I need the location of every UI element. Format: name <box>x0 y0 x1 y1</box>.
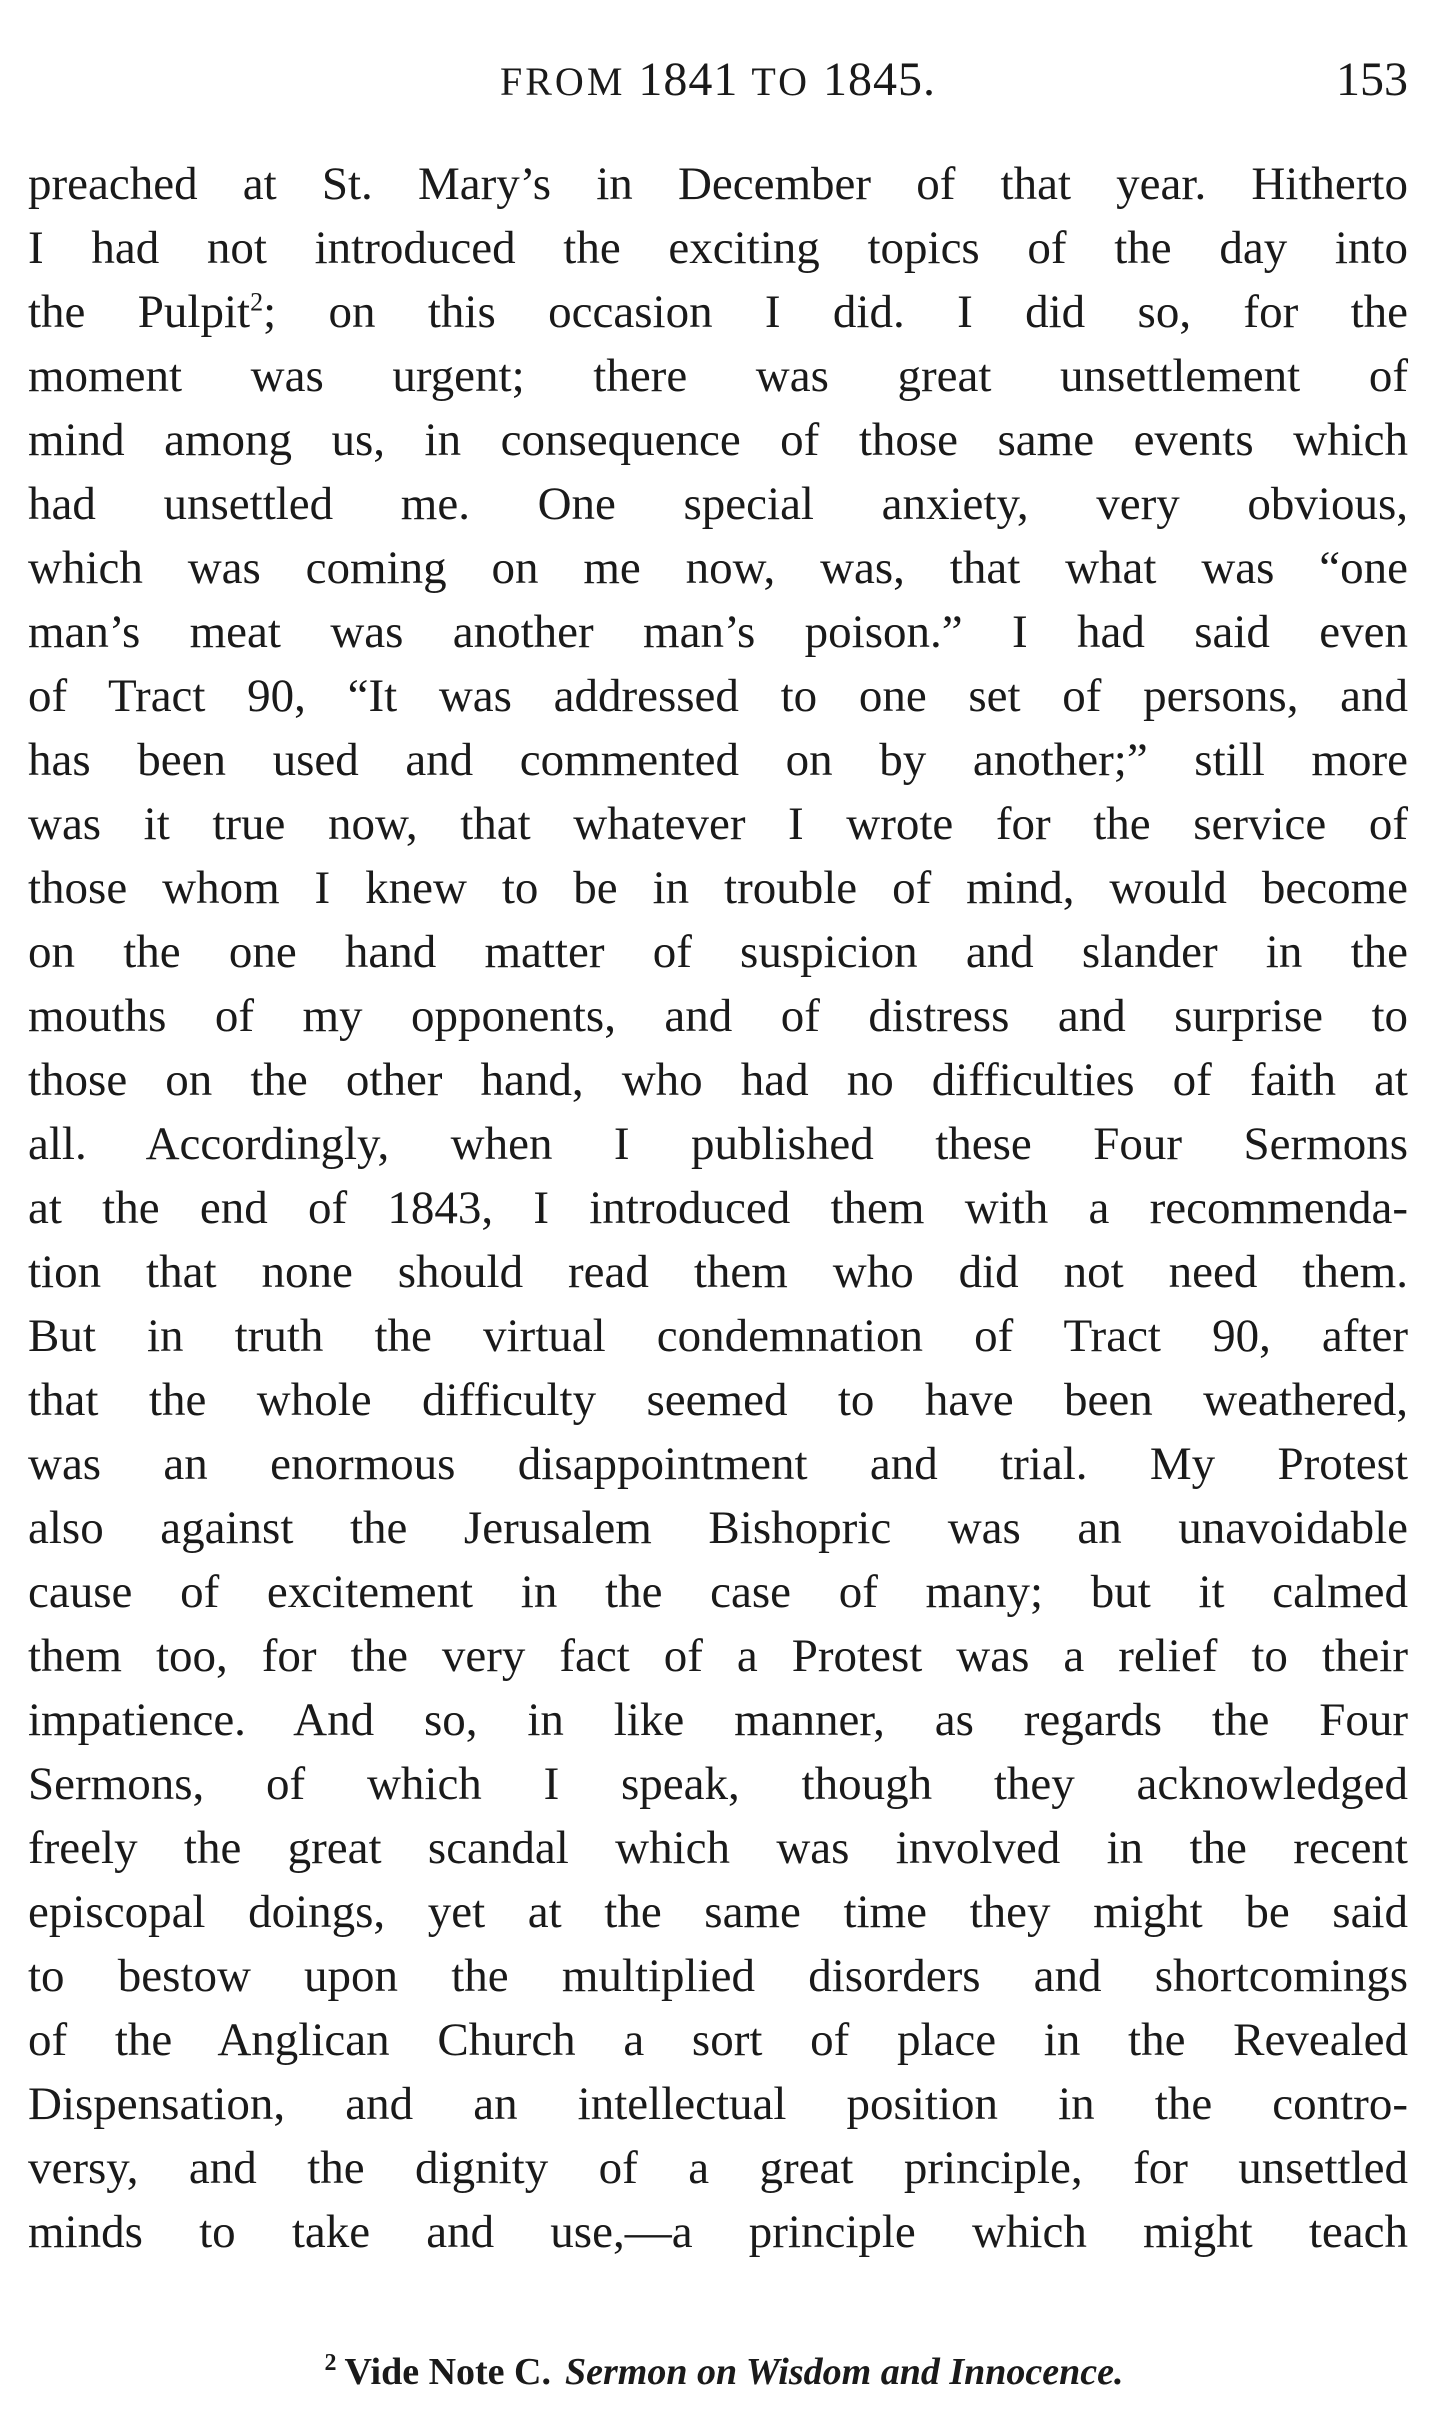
text-line: tion that none should read them who did not need them. <box>28 1246 1408 1298</box>
text-line: preached at St. Mary’s in December of that year. Hitherto <box>28 158 1408 210</box>
text-line: on the one hand matter of suspicion and slander in the <box>28 926 1408 978</box>
text-line: minds to take and use,—a principle which might teach <box>28 2206 1408 2258</box>
running-title <box>28 52 1408 107</box>
text-line: them too, for the very fact of a Protest was a relief to their <box>28 1630 1408 1682</box>
text-line: cause of excitement in the case of many; but it calmed <box>28 1566 1408 1618</box>
text-line: which was coming on me now, was, that what was “one <box>28 542 1408 594</box>
text-line: Sermons, of which I speak, though they acknowledged <box>28 1758 1408 1810</box>
text-line: had unsettled me. One special anxiety, very obvious, <box>28 478 1408 530</box>
text-line: man’s meat was another man’s poison.” I had said even <box>28 606 1408 658</box>
text-line: was it true now, that whatever I wrote for the service of <box>28 798 1408 850</box>
text-line-part: the Pulpit <box>28 286 251 338</box>
footnote-title: Sermon on Wisdom and Innocence. <box>565 2351 1124 2393</box>
text-line-with-footnote <box>28 280 1408 344</box>
text-line: that the whole difficulty seemed to have been weathered, <box>28 1374 1408 1426</box>
text-line: to bestow upon the multiplied disorders and shortcomings <box>28 1950 1408 2002</box>
text-line: Dispensation, and an intellectual position in the contro- <box>28 2078 1408 2130</box>
text-line: those on the other hand, who had no difficulties of faith at <box>28 1054 1408 1106</box>
text-line: also against the Jerusalem Bishopric was an unavoidable <box>28 1502 1408 1554</box>
running-title-from: FROM <box>500 59 626 104</box>
text-line-part: ; on this occasion I did. I did so, for the <box>263 286 1409 338</box>
page-number: 153 <box>1336 53 1408 106</box>
text-line: of Tract 90, “It was addressed to one set of persons, and <box>28 670 1408 722</box>
text-line: has been used and commented on by another;” still more <box>28 734 1408 786</box>
running-title-year-start: 1841 <box>638 53 739 106</box>
running-head <box>28 52 1408 112</box>
running-title-to: TO <box>751 59 810 104</box>
running-title-year-end: 1845. <box>823 53 936 106</box>
footnote-reference: Vide Note C. <box>344 2351 551 2393</box>
text-line: impatience. And so, in like manner, as regards the Four <box>28 1694 1408 1746</box>
text-line: those whom I knew to be in trouble of mind, would become <box>28 862 1408 914</box>
text-line: episcopal doings, yet at the same time they might be said <box>28 1886 1408 1938</box>
text-line: versy, and the dignity of a great principle, for unsettled <box>28 2142 1408 2194</box>
text-line: moment was urgent; there was great unsettlement of <box>28 350 1408 402</box>
text-line: of the Anglican Church a sort of place in the Revealed <box>28 2014 1408 2066</box>
text-line: at the end of 1843, I introduced them with a recommenda- <box>28 1182 1408 1234</box>
text-line: freely the great scandal which was involved in the recent <box>28 1822 1408 1874</box>
body-text <box>28 152 1408 2328</box>
text-line: mind among us, in consequence of those same events which <box>28 414 1408 466</box>
footnote-marker: 2 <box>250 287 264 317</box>
text-line <box>28 2264 1408 2328</box>
text-line: I had not introduced the exciting topics of the day into <box>28 222 1408 274</box>
text-line: mouths of my opponents, and of distress and surprise to <box>28 990 1408 1042</box>
footnote-number: 2 <box>324 2350 337 2377</box>
text-line: was an enormous disappointment and trial. My Protest <box>28 1438 1408 1490</box>
text-line: all. Accordingly, when I published these Four Sermons <box>28 1118 1408 1170</box>
footnote <box>0 2350 1448 2394</box>
text-line: But in truth the virtual condemnation of Tract 90, after <box>28 1310 1408 1362</box>
